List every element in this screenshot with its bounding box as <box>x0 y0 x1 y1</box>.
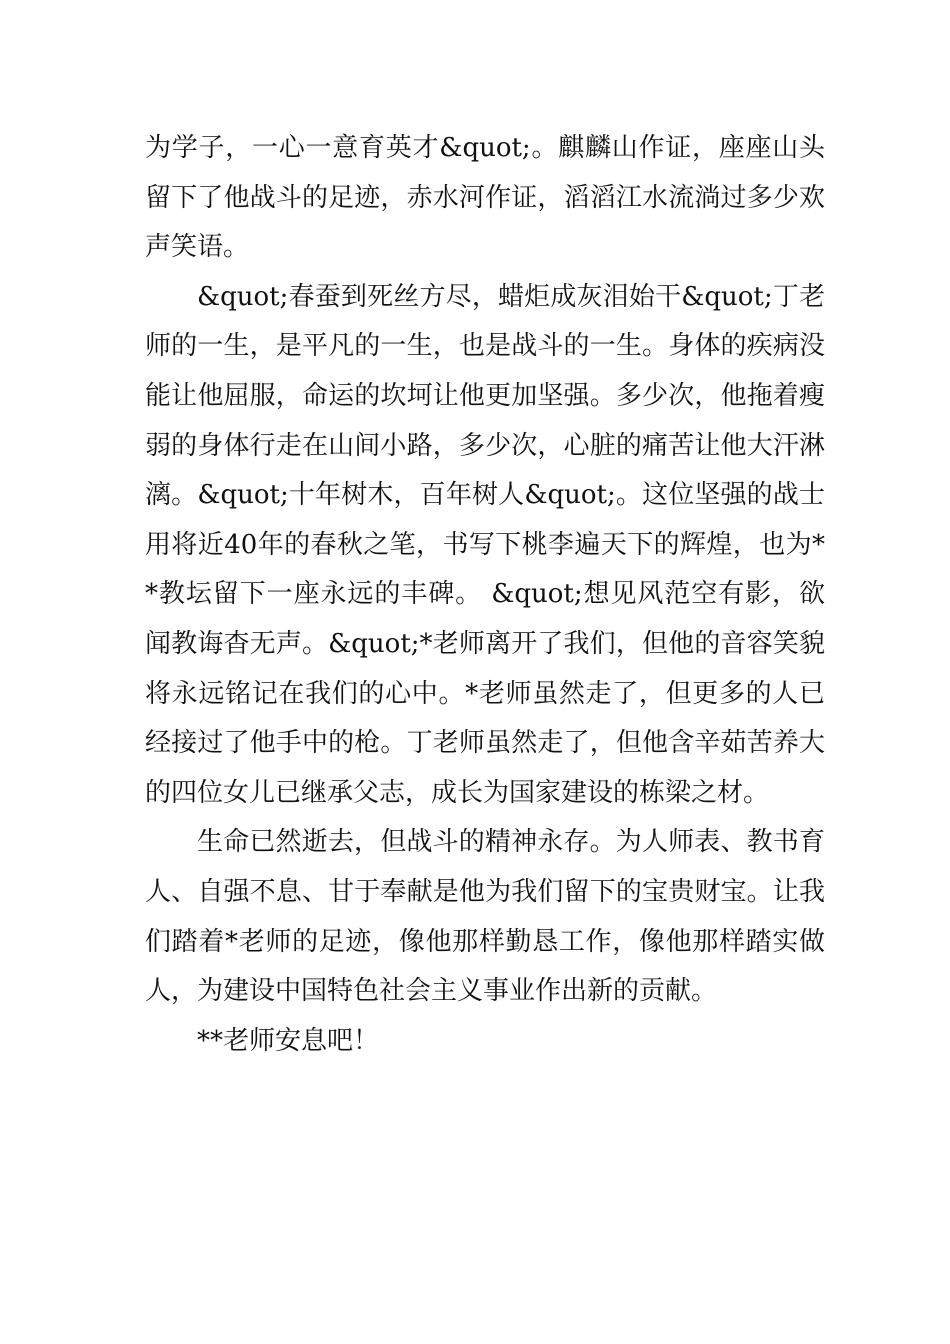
paragraph-3: 生命已然逝去，但战斗的精神永存。为人师表、教书育人、自强不息、甘于奉献是他为我们留下的宝贵财宝。让我们踏着*老师的足迹，像他那样勤恳工作，像他那样踏实做人，为建设中国特色社会主义事业作出新的贡献。 <box>145 827 825 1007</box>
paragraph-2: &quot;春蚕到死丝方尽，蜡炬成灰泪始干&quot;丁老师的一生，是平凡的一生，也是战斗的一生。身体的疾病没能让他屈服，命运的坎坷让他更加坚强。多少次，他拖着瘦弱的身体行走在山间小路，多少次，心脏的痛苦让他大汗淋漓。&quot;十年树木，百年树人&quot;。这位坚强的战士用将近40年的春秋之笔，书写下桃李遍天下的辉煌，也为**教坛留下一座永远的丰碑。 &quot;想见风范空有影，欲闻教诲杳无声。&quot;*老师离开了我们，但他的音容笑貌将永远铭记在我们的心中。*老师虽然走了，但更多的人已经接过了他手中的枪。丁老师虽然走了，但他含辛茹苦养大的四位女儿已继承父志，成长为国家建设的栋梁之材。 <box>145 281 825 808</box>
paragraph-4: **老师安息吧！ <box>197 1025 380 1056</box>
document-body <box>145 124 825 1066</box>
paragraph-1: 为学子，一心一意育英才&quot;。麒麟山作证，座座山头留下了他战斗的足迹，赤水河作证，滔滔江水流淌过多少欢声笑语。 <box>145 133 825 263</box>
